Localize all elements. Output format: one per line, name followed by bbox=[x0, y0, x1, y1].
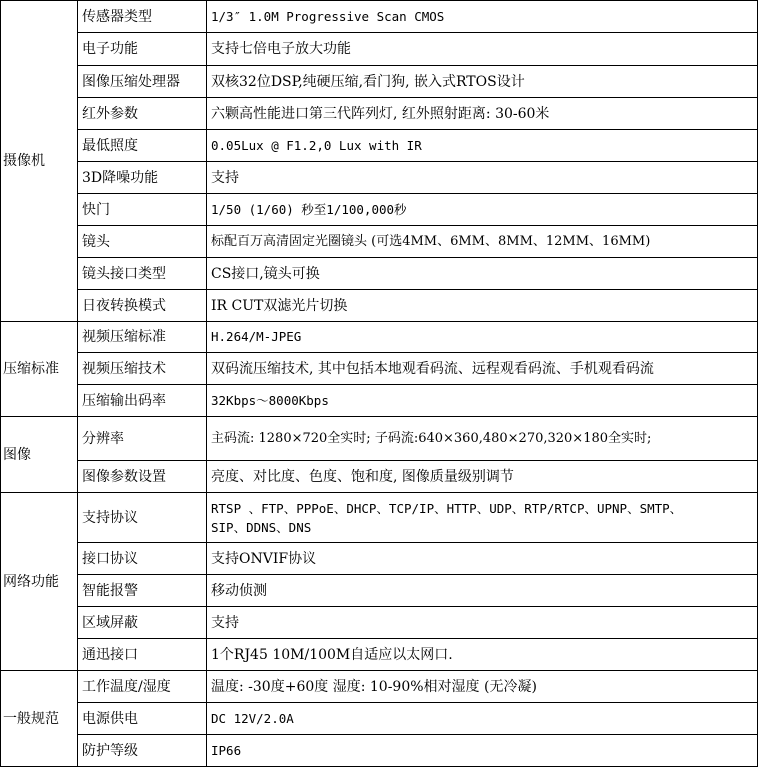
table-row bbox=[1, 353, 758, 385]
table-row bbox=[1, 575, 758, 607]
spec-value: 移动侦测 bbox=[207, 575, 758, 607]
spec-label: 镜头 bbox=[78, 226, 207, 258]
spec-value: 温度: -30度+60度 湿度: 10-90%相对湿度 (无冷凝) bbox=[207, 671, 758, 703]
table-row bbox=[1, 226, 758, 258]
spec-value: IR CUT双滤光片切换 bbox=[207, 290, 758, 322]
spec-label: 视频压缩标准 bbox=[78, 322, 207, 353]
table-row bbox=[1, 130, 758, 162]
spec-value: 支持七倍电子放大功能 bbox=[207, 33, 758, 66]
spec-label: 传感器类型 bbox=[78, 1, 207, 33]
table-row bbox=[1, 493, 758, 543]
category-network: 网络功能 bbox=[1, 493, 78, 671]
table-row bbox=[1, 735, 758, 767]
spec-label: 接口协议 bbox=[78, 543, 207, 575]
spec-label: 支持协议 bbox=[78, 493, 207, 543]
spec-label: 图像压缩处理器 bbox=[78, 66, 207, 98]
spec-label: 镜头接口类型 bbox=[78, 258, 207, 290]
spec-label: 电子功能 bbox=[78, 33, 207, 66]
category-camera: 摄像机 bbox=[1, 1, 78, 322]
table-row bbox=[1, 417, 758, 461]
spec-label: 区域屏蔽 bbox=[78, 607, 207, 639]
category-general: 一般规范 bbox=[1, 671, 78, 767]
spec-value: IP66 bbox=[207, 735, 758, 767]
spec-value: 支持 bbox=[207, 162, 758, 194]
table-row bbox=[1, 194, 758, 226]
protocol-line: SIP、DDNS、DNS bbox=[211, 519, 312, 535]
spec-value: 支持ONVIF协议 bbox=[207, 543, 758, 575]
spec-label: 压缩输出码率 bbox=[78, 385, 207, 417]
spec-value: 0.05Lux @ F1.2,0 Lux with IR bbox=[207, 130, 758, 162]
spec-label: 分辨率 bbox=[78, 417, 207, 461]
spec-value: 1/50 (1/60) 秒至1/100,000秒 bbox=[207, 194, 758, 226]
spec-label: 智能报警 bbox=[78, 575, 207, 607]
spec-label: 3D降噪功能 bbox=[78, 162, 207, 194]
spec-value: 双码流压缩技术, 其中包括本地观看码流、远程观看码流、手机观看码流 bbox=[207, 353, 758, 385]
spec-label: 通迅接口 bbox=[78, 639, 207, 671]
spec-value: CS接口,镜头可换 bbox=[207, 258, 758, 290]
table-row bbox=[1, 703, 758, 735]
spec-label: 工作温度/湿度 bbox=[78, 671, 207, 703]
category-image: 图像 bbox=[1, 417, 78, 493]
spec-label: 图像参数设置 bbox=[78, 461, 207, 493]
spec-value: 主码流: 1280×720全实时; 子码流:640×360,480×270,320×180全实时; bbox=[207, 417, 758, 461]
protocol-line: RTSP 、FTP、PPPoE、DHCP、TCP/IP、HTTP、UDP、RTP/RTCP、UPNP、SMTP、 bbox=[211, 500, 683, 516]
table-row bbox=[1, 385, 758, 417]
spec-label: 日夜转换模式 bbox=[78, 290, 207, 322]
spec-label: 视频压缩技术 bbox=[78, 353, 207, 385]
table-row bbox=[1, 98, 758, 130]
spec-label: 防护等级 bbox=[78, 735, 207, 767]
spec-label: 红外参数 bbox=[78, 98, 207, 130]
table-row bbox=[1, 66, 758, 98]
spec-value: 六颗高性能进口第三代阵列灯, 红外照射距离: 30-60米 bbox=[207, 98, 758, 130]
table-row bbox=[1, 671, 758, 703]
table-row bbox=[1, 290, 758, 322]
table-row bbox=[1, 543, 758, 575]
spec-label: 最低照度 bbox=[78, 130, 207, 162]
spec-value: 1/3″ 1.0M Progressive Scan CMOS bbox=[207, 1, 758, 33]
table-row bbox=[1, 639, 758, 671]
table-row bbox=[1, 461, 758, 493]
spec-value: 支持 bbox=[207, 607, 758, 639]
table-row bbox=[1, 33, 758, 66]
spec-label: 电源供电 bbox=[78, 703, 207, 735]
table-row bbox=[1, 162, 758, 194]
table-row bbox=[1, 1, 758, 33]
spec-value: 32Kbps～8000Kbps bbox=[207, 385, 758, 417]
table-row bbox=[1, 258, 758, 290]
spec-value: H.264/M-JPEG bbox=[207, 322, 758, 353]
spec-label: 快门 bbox=[78, 194, 207, 226]
category-compression: 压缩标准 bbox=[1, 322, 78, 417]
spec-value bbox=[207, 493, 758, 543]
spec-value: 1个RJ45 10M/100M自适应以太网口. bbox=[207, 639, 758, 671]
spec-value: 亮度、对比度、色度、饱和度, 图像质量级别调节 bbox=[207, 461, 758, 493]
spec-value: 标配百万高清固定光圈镜头 (可选4MM、6MM、8MM、12MM、16MM) bbox=[207, 226, 758, 258]
spec-value: DC 12V/2.0A bbox=[207, 703, 758, 735]
spec-value: 双核32位DSP,纯硬压缩,看门狗, 嵌入式RTOS设计 bbox=[207, 66, 758, 98]
table-row bbox=[1, 322, 758, 353]
table-row bbox=[1, 607, 758, 639]
